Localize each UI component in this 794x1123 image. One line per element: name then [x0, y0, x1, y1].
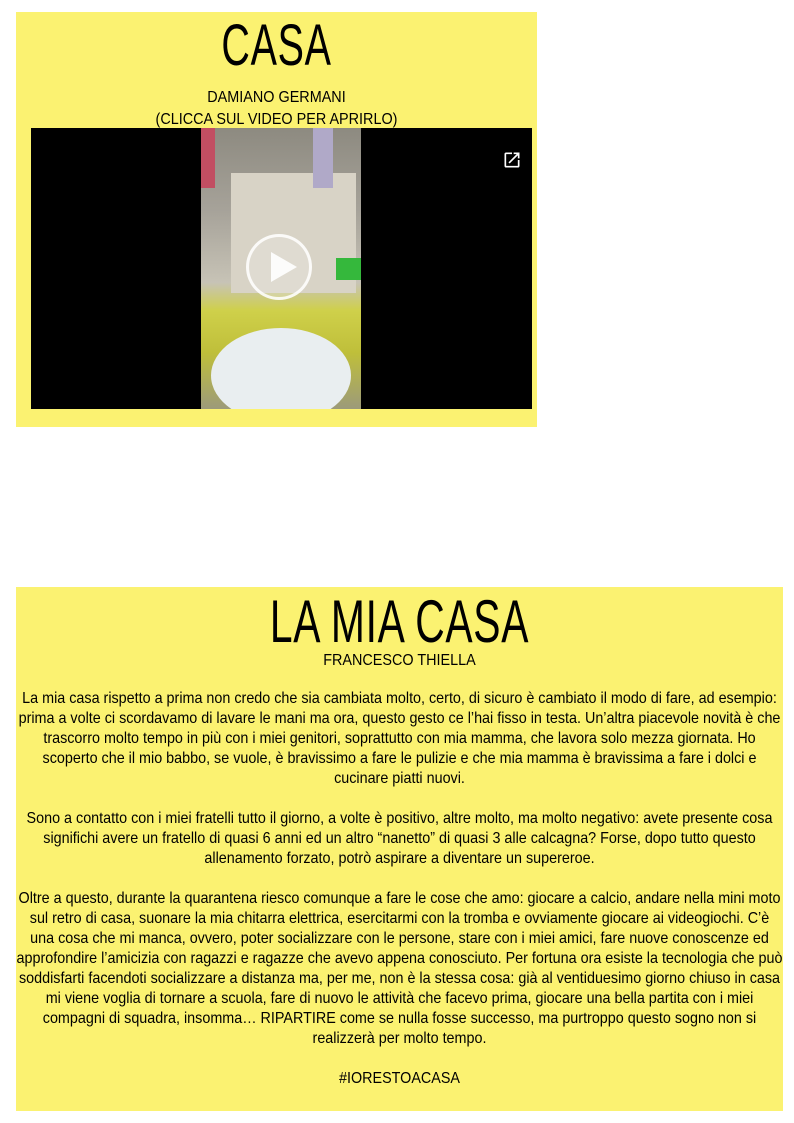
la-mia-casa-card: [16, 587, 783, 1111]
thumbnail-detail: [211, 328, 351, 409]
thumbnail-detail: [336, 258, 361, 280]
author-name: FRANCESCO THIELLA: [323, 652, 476, 669]
paragraph: Sono a contatto con i miei fratelli tutto il giorno, a volte è positivo, altre molto, ma molto negativo: avete presente cosa significhi avere un fratello di quasi 6 anni ed un altro “nanetto” di quasi 3 alle calcagna? Forse, dopo tutto questo allenamento forzato, potrò aspirare a diventare un supereroe.: [26, 810, 773, 867]
external-link-icon[interactable]: [502, 150, 522, 170]
paragraph: La mia casa rispetto a prima non credo che sia cambiata molto, certo, di sicuro è cambiato il modo di fare, ad esempio: prima a volte ci scordavamo di lavare le mani ma ora, questo gesto ce l’hai fisso in testa. Un’altra piacevole novità è che trascorro molto tempo in più con i miei genitori, soprattutto con mia mamma, che lavora solo mezza giornata. Ho scoperto che il mio babbo, se vuole, è bravissimo a fare le pulizie e che mia mamma è bravissima a fare i dolci e cucinare piatti nuovi.: [18, 690, 781, 787]
casa-card: [16, 12, 537, 427]
play-icon[interactable]: [246, 234, 312, 300]
video-hint: (CLICCA SUL VIDEO PER APRIRLO): [155, 111, 398, 128]
thumbnail-detail: [201, 128, 215, 188]
thumbnail-detail: [313, 128, 333, 188]
article-body: [16, 671, 783, 1089]
card-title: CASA: [221, 13, 332, 78]
hashtag: #IORESTOACASA: [339, 1070, 460, 1087]
author-name: DAMIANO GERMANI: [207, 89, 346, 106]
paragraph: Oltre a questo, durante la quarantena riesco comunque a fare le cose che amo: giocare a calcio, andare nella mini moto sul retro di casa, suonare la mia chitarra elettrica, esercitarmi con la tromba e ovviamente giocare ai videogiochi. C’è una cosa che mi manca, ovvero, poter socializzare con le persone, stare con i miei amici, fare nuove conoscenze ed approfondire l’amicizia con ragazzi e ragazze che avevo appena conosciuto. Per fortuna ora esiste la tecnologia che può soddisfarti facendoti socializzare a distanza ma, per me, non è la stessa cosa: già al ventiduesimo giorno chiuso in casa mi viene voglia di tornare a scuola, fare di nuovo le attività che facevo prima, giocare una bella partita con i miei compagni di squadra, insomma… RIPARTIRE come se nulla fosse successo, ma purtroppo questo sogno non si realizzerà per molto tempo.: [16, 890, 783, 1047]
card-title: LA MIA CASA: [269, 588, 530, 655]
video-player[interactable]: [31, 128, 532, 409]
